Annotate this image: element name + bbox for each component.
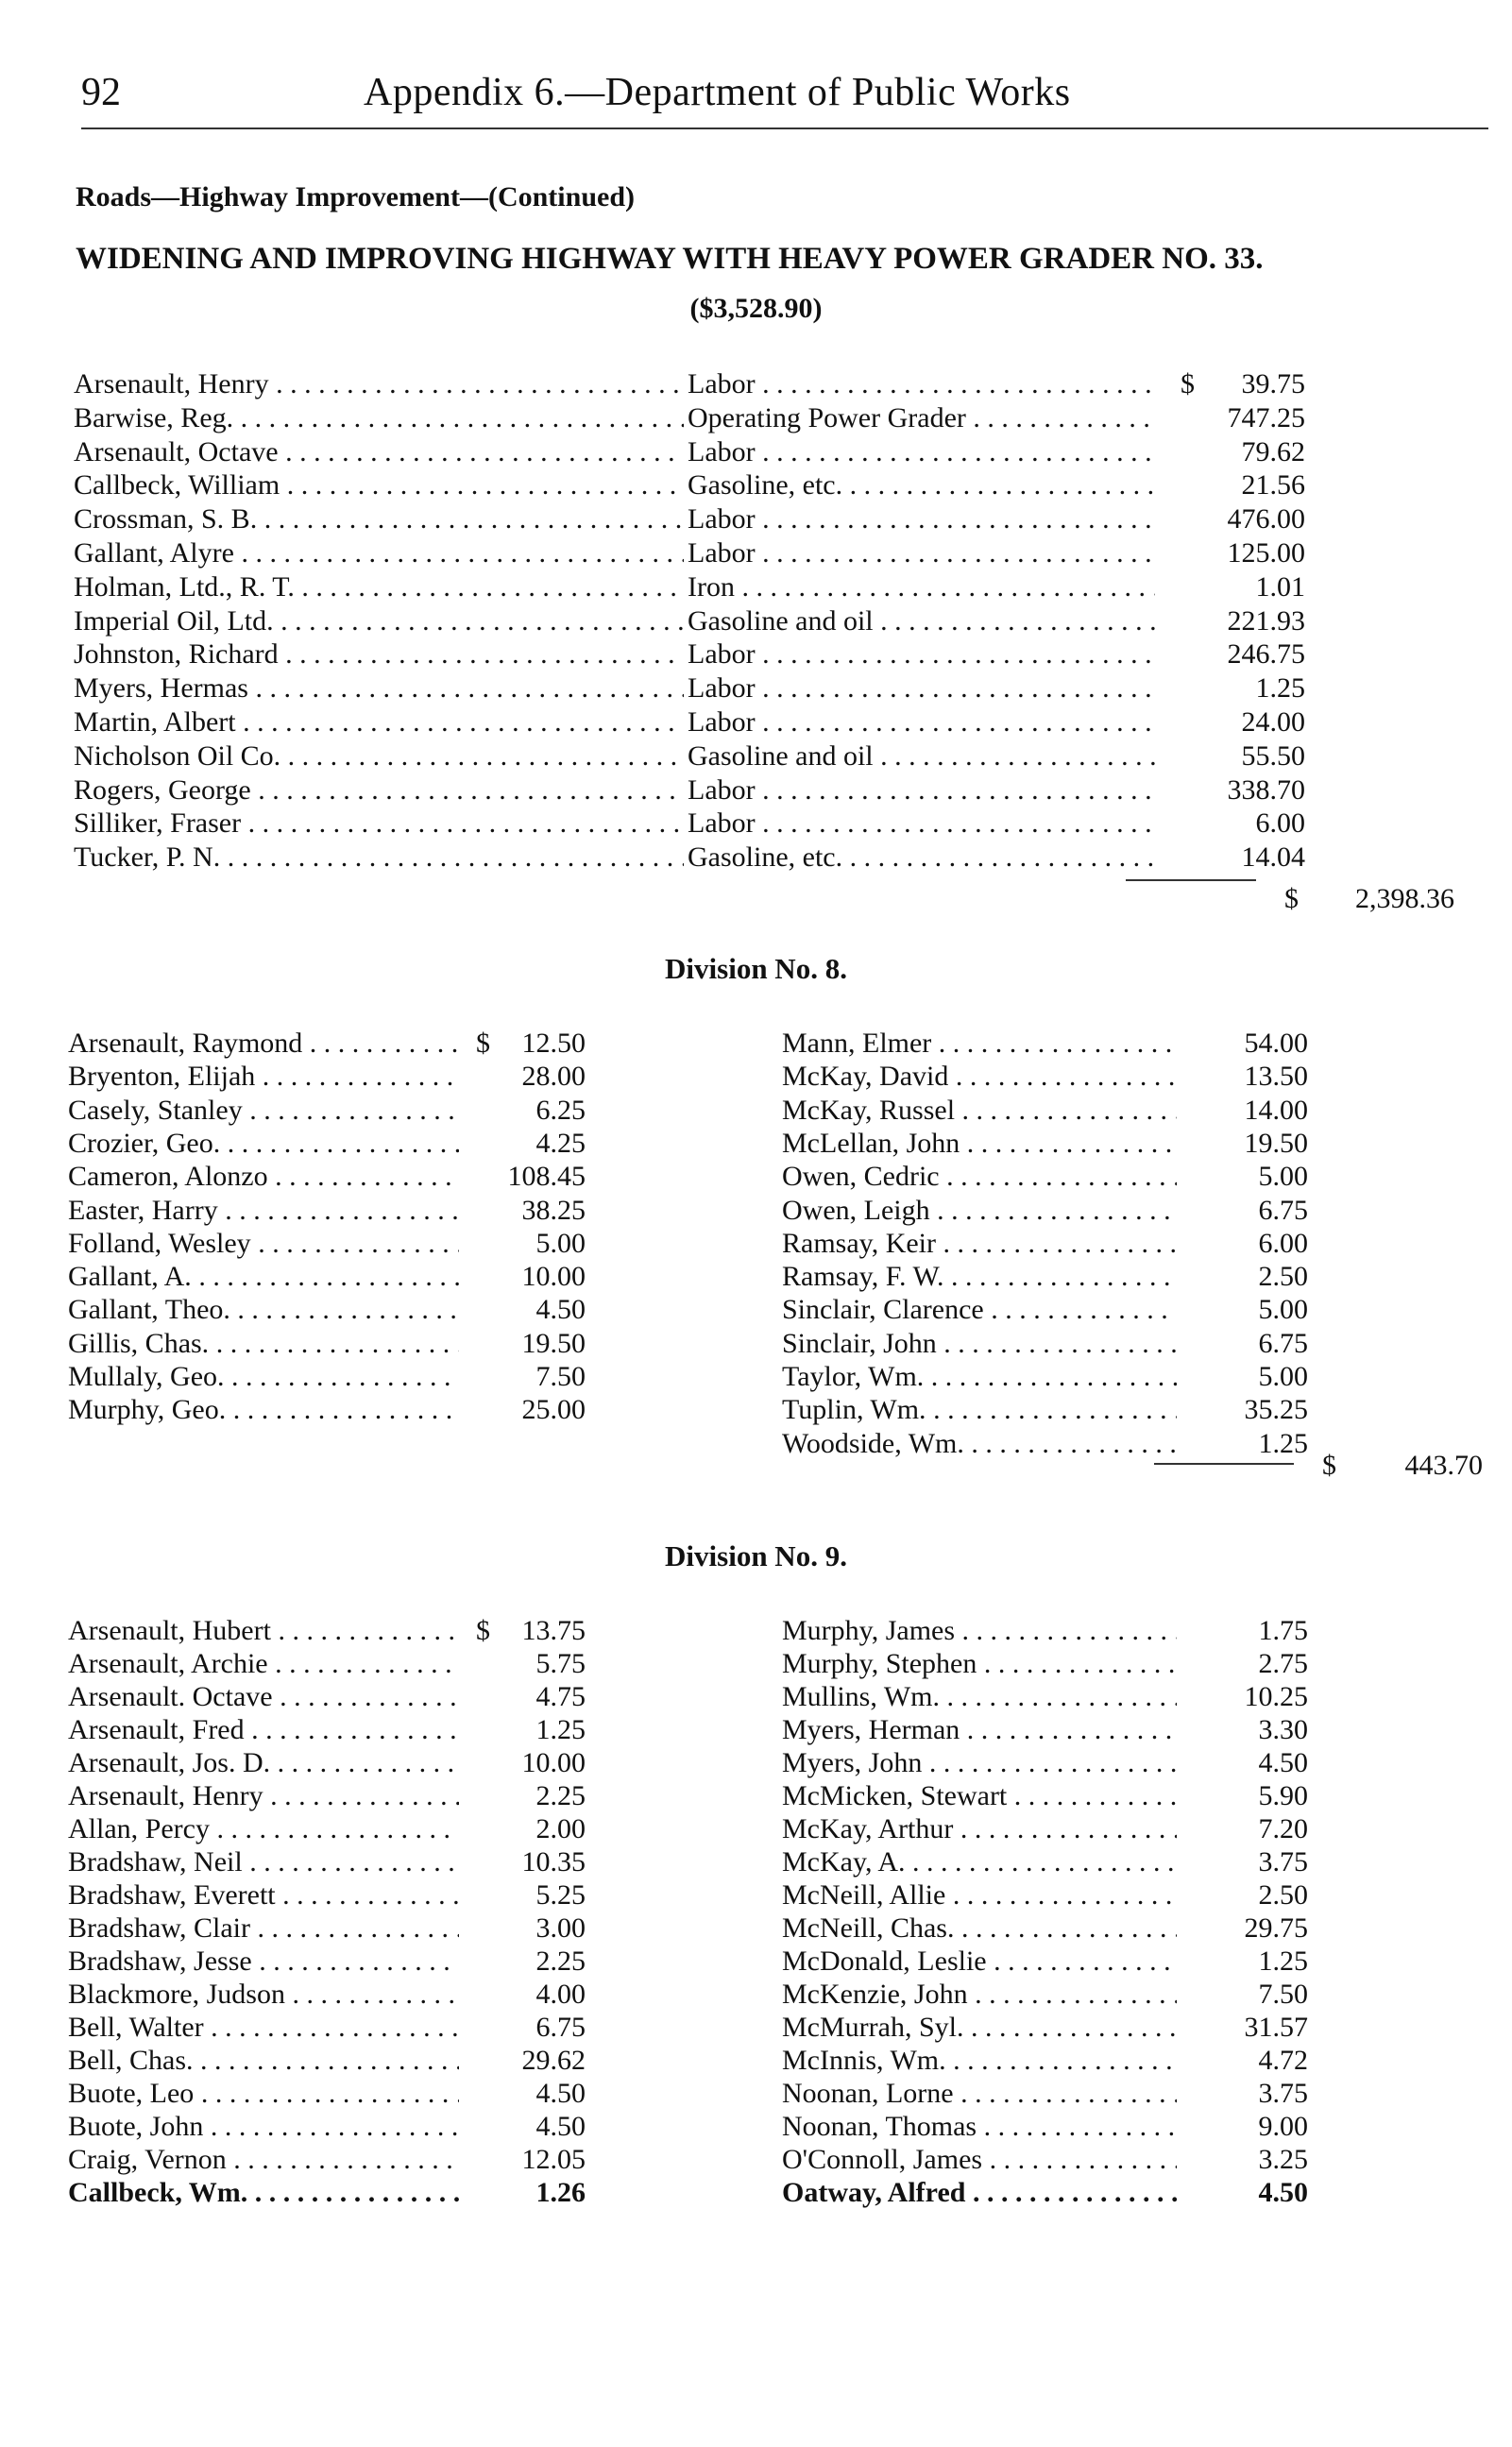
- list-item: [0, 2144, 756, 2178]
- payee-name: Arsenault, Hubert . . .: [68, 1615, 459, 1647]
- payee-name: Bradshaw, Clair . . .: [68, 1912, 459, 1945]
- list-item: [756, 1846, 1512, 1880]
- payee-name: Easter, Harry . . .: [68, 1195, 459, 1227]
- dollar-sign: $: [476, 1615, 490, 1646]
- payee-name: Holman, Ltd., R. T. . . .: [74, 571, 684, 603]
- amount-value: 5.75: [535, 1648, 586, 1679]
- payee-name: Sinclair, John . . .: [782, 1328, 1177, 1360]
- payee-name: Rogers, George . . .: [74, 774, 684, 807]
- list-item: [0, 1780, 756, 1814]
- item-description: Labor . . .: [688, 774, 1155, 807]
- payee-name: Bradshaw, Neil . . .: [68, 1846, 459, 1878]
- payee-name: Mullins, Wm. . . .: [782, 1681, 1177, 1713]
- table-row: [0, 503, 1512, 537]
- amount-value: 4.50: [1258, 2177, 1308, 2208]
- payee-name: Silliker, Fraser . . .: [74, 807, 684, 840]
- table-row: [0, 469, 1512, 503]
- item-description: Gasoline and oil . . .: [688, 740, 1155, 773]
- list-item: [756, 1979, 1512, 2013]
- amount-value: 4.50: [1258, 1747, 1308, 1778]
- amount-value: 3.75: [1258, 1846, 1308, 1878]
- payee-name: Arsenault, Raymond . . .: [68, 1028, 459, 1060]
- list-item: [756, 1128, 1512, 1162]
- list-item: [0, 1681, 756, 1715]
- payee-name: McKay, David . . .: [782, 1061, 1177, 1093]
- amount-value: 1.25: [1255, 672, 1305, 705]
- list-item: [0, 1979, 756, 2013]
- payee-name: Callbeck, Wm. . . .: [68, 2177, 459, 2209]
- job-title: WIDENING AND IMPROVING HIGHWAY WITH HEAVY POWER GRADER NO. 33.: [76, 242, 1264, 276]
- payee-name: Ramsay, Keir . . .: [782, 1228, 1177, 1260]
- amount-value: 125.00: [1227, 537, 1305, 569]
- list-item: [756, 1912, 1512, 1946]
- amount-value: 6.25: [535, 1094, 586, 1126]
- payee-name: Gillis, Chas. . . .: [68, 1328, 459, 1360]
- payee-name: Bradshaw, Jesse . . .: [68, 1946, 459, 1978]
- item-description: Labor . . .: [688, 638, 1155, 671]
- list-item: [756, 1780, 1512, 1814]
- amount-value: 29.62: [521, 2045, 586, 2076]
- amount-value: 7.50: [1258, 1979, 1308, 2010]
- amount-value: 12.50: [521, 1028, 586, 1059]
- amount-value: 39.75: [1241, 368, 1305, 399]
- amount-value: 10.00: [521, 1261, 586, 1293]
- list-item: [756, 1946, 1512, 1980]
- amount-value: 38.25: [521, 1194, 586, 1226]
- amount-value: 29.75: [1244, 1912, 1308, 1944]
- payee-name: McKay, Russel . . .: [782, 1095, 1177, 1127]
- list-item: [756, 1681, 1512, 1715]
- payee-name: Martin, Albert . . .: [74, 706, 684, 739]
- amount-value: 3.75: [1258, 2078, 1308, 2109]
- amount-value: 4.50: [535, 2111, 586, 2142]
- item-description: Labor . . .: [688, 807, 1155, 840]
- payee-name: McMurrah, Syl. . . .: [782, 2012, 1177, 2044]
- amount-value: 79.62: [1241, 435, 1305, 467]
- list-item: [756, 1394, 1512, 1428]
- payee-name: Craig, Vernon . . .: [68, 2144, 459, 2176]
- table-row: [0, 740, 1512, 774]
- list-item: [756, 2078, 1512, 2112]
- amount-value: 476.00: [1227, 503, 1305, 535]
- amount-value: 7.50: [535, 1361, 586, 1392]
- table-row: [0, 368, 1512, 402]
- payee-name: Bell, Walter . . .: [68, 2012, 459, 2044]
- payee-name: Owen, Leigh . . .: [782, 1195, 1177, 1227]
- table-row: [0, 672, 1512, 706]
- payee-name: Arsenault, Archie . . .: [68, 1648, 459, 1680]
- list-item: [0, 1912, 756, 1946]
- list-item: [756, 1747, 1512, 1781]
- payee-name: Myers, Herman . . .: [782, 1714, 1177, 1746]
- list-item: [0, 1195, 756, 1229]
- amount-value: 1.26: [535, 2177, 586, 2208]
- list-item: [756, 2012, 1512, 2046]
- payee-name: Imperial Oil, Ltd. . . .: [74, 605, 684, 637]
- amount-value: 4.72: [1258, 2045, 1308, 2076]
- amount-value: 4.50: [535, 1294, 586, 1326]
- subtotal-rule: [1126, 879, 1256, 881]
- payee-name: McKay, A. . . .: [782, 1846, 1177, 1878]
- amount-value: 25.00: [521, 1394, 586, 1426]
- table-row: [0, 571, 1512, 605]
- amount-value: 35.25: [1244, 1394, 1308, 1426]
- list-item: [0, 1061, 756, 1095]
- payee-name: Arsenault, Henry . . .: [74, 368, 684, 400]
- list-item: [756, 2045, 1512, 2079]
- payee-name: Crossman, S. B. . . .: [74, 503, 684, 535]
- payee-name: Gallant, A. . . .: [68, 1261, 459, 1293]
- payee-name: McNeill, Allie . . .: [782, 1879, 1177, 1912]
- amount-value: 24.00: [1241, 706, 1305, 738]
- list-item: [0, 1294, 756, 1328]
- amount-value: 6.00: [1258, 1227, 1308, 1259]
- payee-name: Gallant, Theo. . . .: [68, 1294, 459, 1326]
- list-item: [756, 1195, 1512, 1229]
- amount-value: 54.00: [1244, 1028, 1308, 1059]
- amount-value: 1.01: [1255, 570, 1305, 603]
- division-title: Division No. 8.: [665, 952, 847, 985]
- list-item: [0, 2177, 756, 2211]
- table-row: [0, 638, 1512, 672]
- list-item: [756, 1361, 1512, 1395]
- table-row: [0, 537, 1512, 571]
- item-description: Labor . . .: [688, 706, 1155, 739]
- payee-name: Arsenault, Henry . . .: [68, 1780, 459, 1812]
- payee-name: Murphy, James . . .: [782, 1615, 1177, 1647]
- amount-value: 6.75: [1258, 1327, 1308, 1359]
- payee-name: Murphy, Stephen . . .: [782, 1648, 1177, 1680]
- payee-name: Folland, Wesley . . .: [68, 1228, 459, 1260]
- item-description: Labor . . .: [688, 537, 1155, 569]
- list-item: [0, 2012, 756, 2046]
- amount-value: 19.50: [1244, 1127, 1308, 1159]
- amount-value: 21.56: [1241, 469, 1305, 501]
- amount-value: 4.75: [535, 1681, 586, 1712]
- amount-value: 1.75: [1258, 1615, 1308, 1646]
- amount-value: 3.25: [1258, 2144, 1308, 2175]
- payee-name: Casely, Stanley . . .: [68, 1095, 459, 1127]
- payee-name: McInnis, Wm. . . .: [782, 2045, 1177, 2077]
- amount-value: 13.75: [521, 1615, 586, 1646]
- payee-name: Allan, Percy . . .: [68, 1813, 459, 1845]
- amount-value: 4.00: [535, 1979, 586, 2010]
- item-description: Iron . . .: [688, 571, 1155, 603]
- payee-name: Cameron, Alonzo . . .: [68, 1161, 459, 1193]
- payee-name: Arsenault. Octave . . .: [68, 1681, 459, 1713]
- item-description: Labor . . .: [688, 436, 1155, 468]
- total-value: 443.70: [1404, 1449, 1483, 1481]
- amount-value: 9.00: [1258, 2111, 1308, 2142]
- table-row: [0, 807, 1512, 841]
- amount-value: 10.35: [521, 1846, 586, 1878]
- payee-name: Bell, Chas. . . .: [68, 2045, 459, 2077]
- list-item: [756, 1028, 1512, 1062]
- section-title: Roads—Highway Improvement—(Continued): [76, 181, 635, 212]
- list-item: [756, 2111, 1512, 2145]
- payee-name: Taylor, Wm. . . .: [782, 1361, 1177, 1393]
- amount-value: 10.00: [521, 1747, 586, 1778]
- list-item: [756, 1228, 1512, 1262]
- payee-name: Crozier, Geo. . . .: [68, 1128, 459, 1160]
- list-item: [756, 2144, 1512, 2178]
- payee-name: Tucker, P. N. . . .: [74, 841, 684, 874]
- amount-value: 2.75: [1258, 1648, 1308, 1679]
- list-item: [0, 1648, 756, 1682]
- list-item: [0, 1813, 756, 1847]
- payee-name: McDonald, Leslie . . .: [782, 1946, 1177, 1978]
- amount-value: 31.57: [1244, 2012, 1308, 2043]
- list-item: [0, 1128, 756, 1162]
- list-item: [756, 1261, 1512, 1295]
- amount-value: 2.25: [535, 1780, 586, 1811]
- list-item: [0, 1747, 756, 1781]
- list-item: [0, 1261, 756, 1295]
- payee-name: Oatway, Alfred . . .: [782, 2177, 1177, 2209]
- payee-name: McKay, Arthur . . .: [782, 1813, 1177, 1845]
- payee-name: Gallant, Alyre . . .: [74, 537, 684, 569]
- amount-value: 6.75: [535, 2012, 586, 2043]
- subtotal-rule: [1154, 1463, 1294, 1465]
- item-description: Gasoline and oil . . .: [688, 605, 1155, 637]
- payee-name: McKenzie, John . . .: [782, 1979, 1177, 2011]
- payee-name: Tuplin, Wm. . . .: [782, 1394, 1177, 1426]
- table-row: [0, 774, 1512, 808]
- amount-value: 10.25: [1244, 1681, 1308, 1712]
- item-description: Labor . . .: [688, 368, 1155, 400]
- table-row: [0, 706, 1512, 740]
- payee-name: Arsenault, Fred . . .: [68, 1714, 459, 1746]
- amount-value: 5.00: [535, 1227, 586, 1259]
- list-item: [0, 1394, 756, 1428]
- list-item: [756, 1648, 1512, 1682]
- list-item: [0, 1615, 756, 1649]
- list-item: [756, 1879, 1512, 1913]
- amount-value: 14.04: [1241, 841, 1305, 874]
- amount-value: 12.05: [521, 2144, 586, 2175]
- list-item: [0, 2111, 756, 2145]
- table-row: [0, 436, 1512, 470]
- list-item: [0, 1028, 756, 1062]
- total-value: 2,398.36: [1355, 883, 1454, 914]
- amount-value: 1.25: [1258, 1946, 1308, 1977]
- list-item: [756, 1813, 1512, 1847]
- amount-value: 5.90: [1258, 1780, 1308, 1811]
- payee-name: Nicholson Oil Co. . . .: [74, 740, 684, 773]
- payee-name: Buote, John . . .: [68, 2111, 459, 2143]
- amount-value: 5.00: [1258, 1161, 1308, 1193]
- list-item: [0, 1328, 756, 1362]
- amount-value: 28.00: [521, 1061, 586, 1093]
- amount-value: 55.50: [1241, 739, 1305, 772]
- payee-name: McLellan, John . . .: [782, 1128, 1177, 1160]
- amount-value: 3.00: [535, 1912, 586, 1944]
- table-row: [0, 841, 1512, 875]
- payee-name: O'Connoll, James . . .: [782, 2144, 1177, 2176]
- payee-name: Bradshaw, Everett . . .: [68, 1879, 459, 1912]
- list-item: [756, 2177, 1512, 2211]
- table-row: [0, 402, 1512, 436]
- list-item: [756, 1714, 1512, 1748]
- list-item: [756, 1615, 1512, 1649]
- payee-name: Murphy, Geo. . . .: [68, 1394, 459, 1426]
- payee-name: Owen, Cedric . . .: [782, 1161, 1177, 1193]
- dollar-sign: $: [1181, 368, 1195, 399]
- amount-value: 4.25: [535, 1127, 586, 1159]
- list-item: [0, 1095, 756, 1129]
- list-item: [0, 1879, 756, 1913]
- amount-value: 246.75: [1227, 638, 1305, 671]
- list-item: [756, 1061, 1512, 1095]
- running-title: Appendix 6.—Department of Public Works: [364, 71, 1071, 114]
- payee-name: Noonan, Lorne . . .: [782, 2078, 1177, 2110]
- list-item: [756, 1095, 1512, 1129]
- dollar-sign: $: [1284, 883, 1299, 914]
- amount-value: 14.00: [1244, 1094, 1308, 1126]
- item-description: Gasoline, etc. . . .: [688, 469, 1155, 501]
- list-item: [756, 1328, 1512, 1362]
- amount-value: 2.00: [535, 1813, 586, 1844]
- payee-name: Woodside, Wm. . . .: [782, 1428, 1177, 1460]
- payee-name: Blackmore, Judson . . .: [68, 1979, 459, 2011]
- table-row: [0, 605, 1512, 639]
- header-rule: [81, 127, 1488, 129]
- list-item: [0, 2078, 756, 2112]
- payee-name: Barwise, Reg. . . .: [74, 402, 684, 434]
- amount-value: 6.00: [1255, 807, 1305, 840]
- item-description: Labor . . .: [688, 503, 1155, 535]
- payee-name: Mann, Elmer . . .: [782, 1028, 1177, 1060]
- payee-name: Arsenault, Jos. D. . . .: [68, 1747, 459, 1779]
- amount-value: 747.25: [1227, 401, 1305, 433]
- amount-value: 338.70: [1227, 773, 1305, 806]
- amount-value: 2.50: [1258, 1261, 1308, 1293]
- amount-value: 6.75: [1258, 1194, 1308, 1226]
- dollar-sign: $: [1322, 1449, 1336, 1481]
- list-item: [0, 1714, 756, 1748]
- payee-name: Sinclair, Clarence . . .: [782, 1294, 1177, 1326]
- list-item: [0, 1846, 756, 1880]
- amount-value: 4.50: [535, 2078, 586, 2109]
- amount-value: 2.50: [1258, 1879, 1308, 1911]
- job-amount: ($3,528.90): [689, 293, 823, 324]
- dollar-sign: $: [476, 1028, 490, 1059]
- item-description: Gasoline, etc. . . .: [688, 841, 1155, 874]
- payee-name: Bryenton, Elijah . . .: [68, 1061, 459, 1093]
- division-title: Division No. 9.: [665, 1539, 847, 1572]
- amount-value: 3.30: [1258, 1714, 1308, 1745]
- list-item: [0, 1946, 756, 1980]
- payee-name: Buote, Leo . . .: [68, 2078, 459, 2110]
- list-item: [0, 2045, 756, 2079]
- amount-value: 2.25: [535, 1946, 586, 1977]
- amount-value: 5.00: [1258, 1294, 1308, 1326]
- list-item: [0, 1361, 756, 1395]
- amount-value: 19.50: [521, 1327, 586, 1359]
- payee-name: Noonan, Thomas . . .: [782, 2111, 1177, 2143]
- payee-name: Mullaly, Geo. . . .: [68, 1361, 459, 1393]
- payee-name: Johnston, Richard . . .: [74, 638, 684, 671]
- amount-value: 221.93: [1227, 604, 1305, 637]
- payee-name: McNeill, Chas. . . .: [782, 1912, 1177, 1945]
- amount-value: 108.45: [507, 1161, 586, 1193]
- amount-value: 13.50: [1244, 1061, 1308, 1093]
- list-item: [0, 1161, 756, 1195]
- amount-value: 5.00: [1258, 1361, 1308, 1392]
- payee-name: Myers, Hermas . . .: [74, 672, 684, 705]
- amount-value: 1.25: [535, 1714, 586, 1745]
- list-item: [756, 1161, 1512, 1195]
- payee-name: Myers, John . . .: [782, 1747, 1177, 1779]
- payee-name: Arsenault, Octave . . .: [74, 436, 684, 468]
- item-description: Operating Power Grader . . .: [688, 402, 1155, 434]
- list-item: [0, 1228, 756, 1262]
- amount-value: 1.25: [1258, 1427, 1308, 1459]
- payee-name: McMicken, Stewart . . .: [782, 1780, 1177, 1812]
- list-item: [756, 1294, 1512, 1328]
- item-description: Labor . . .: [688, 672, 1155, 705]
- page-number: 92: [81, 71, 121, 114]
- amount-value: 5.25: [535, 1879, 586, 1911]
- amount-value: 7.20: [1258, 1813, 1308, 1844]
- payee-name: Callbeck, William . . .: [74, 469, 684, 501]
- payee-name: Ramsay, F. W. . . .: [782, 1261, 1177, 1293]
